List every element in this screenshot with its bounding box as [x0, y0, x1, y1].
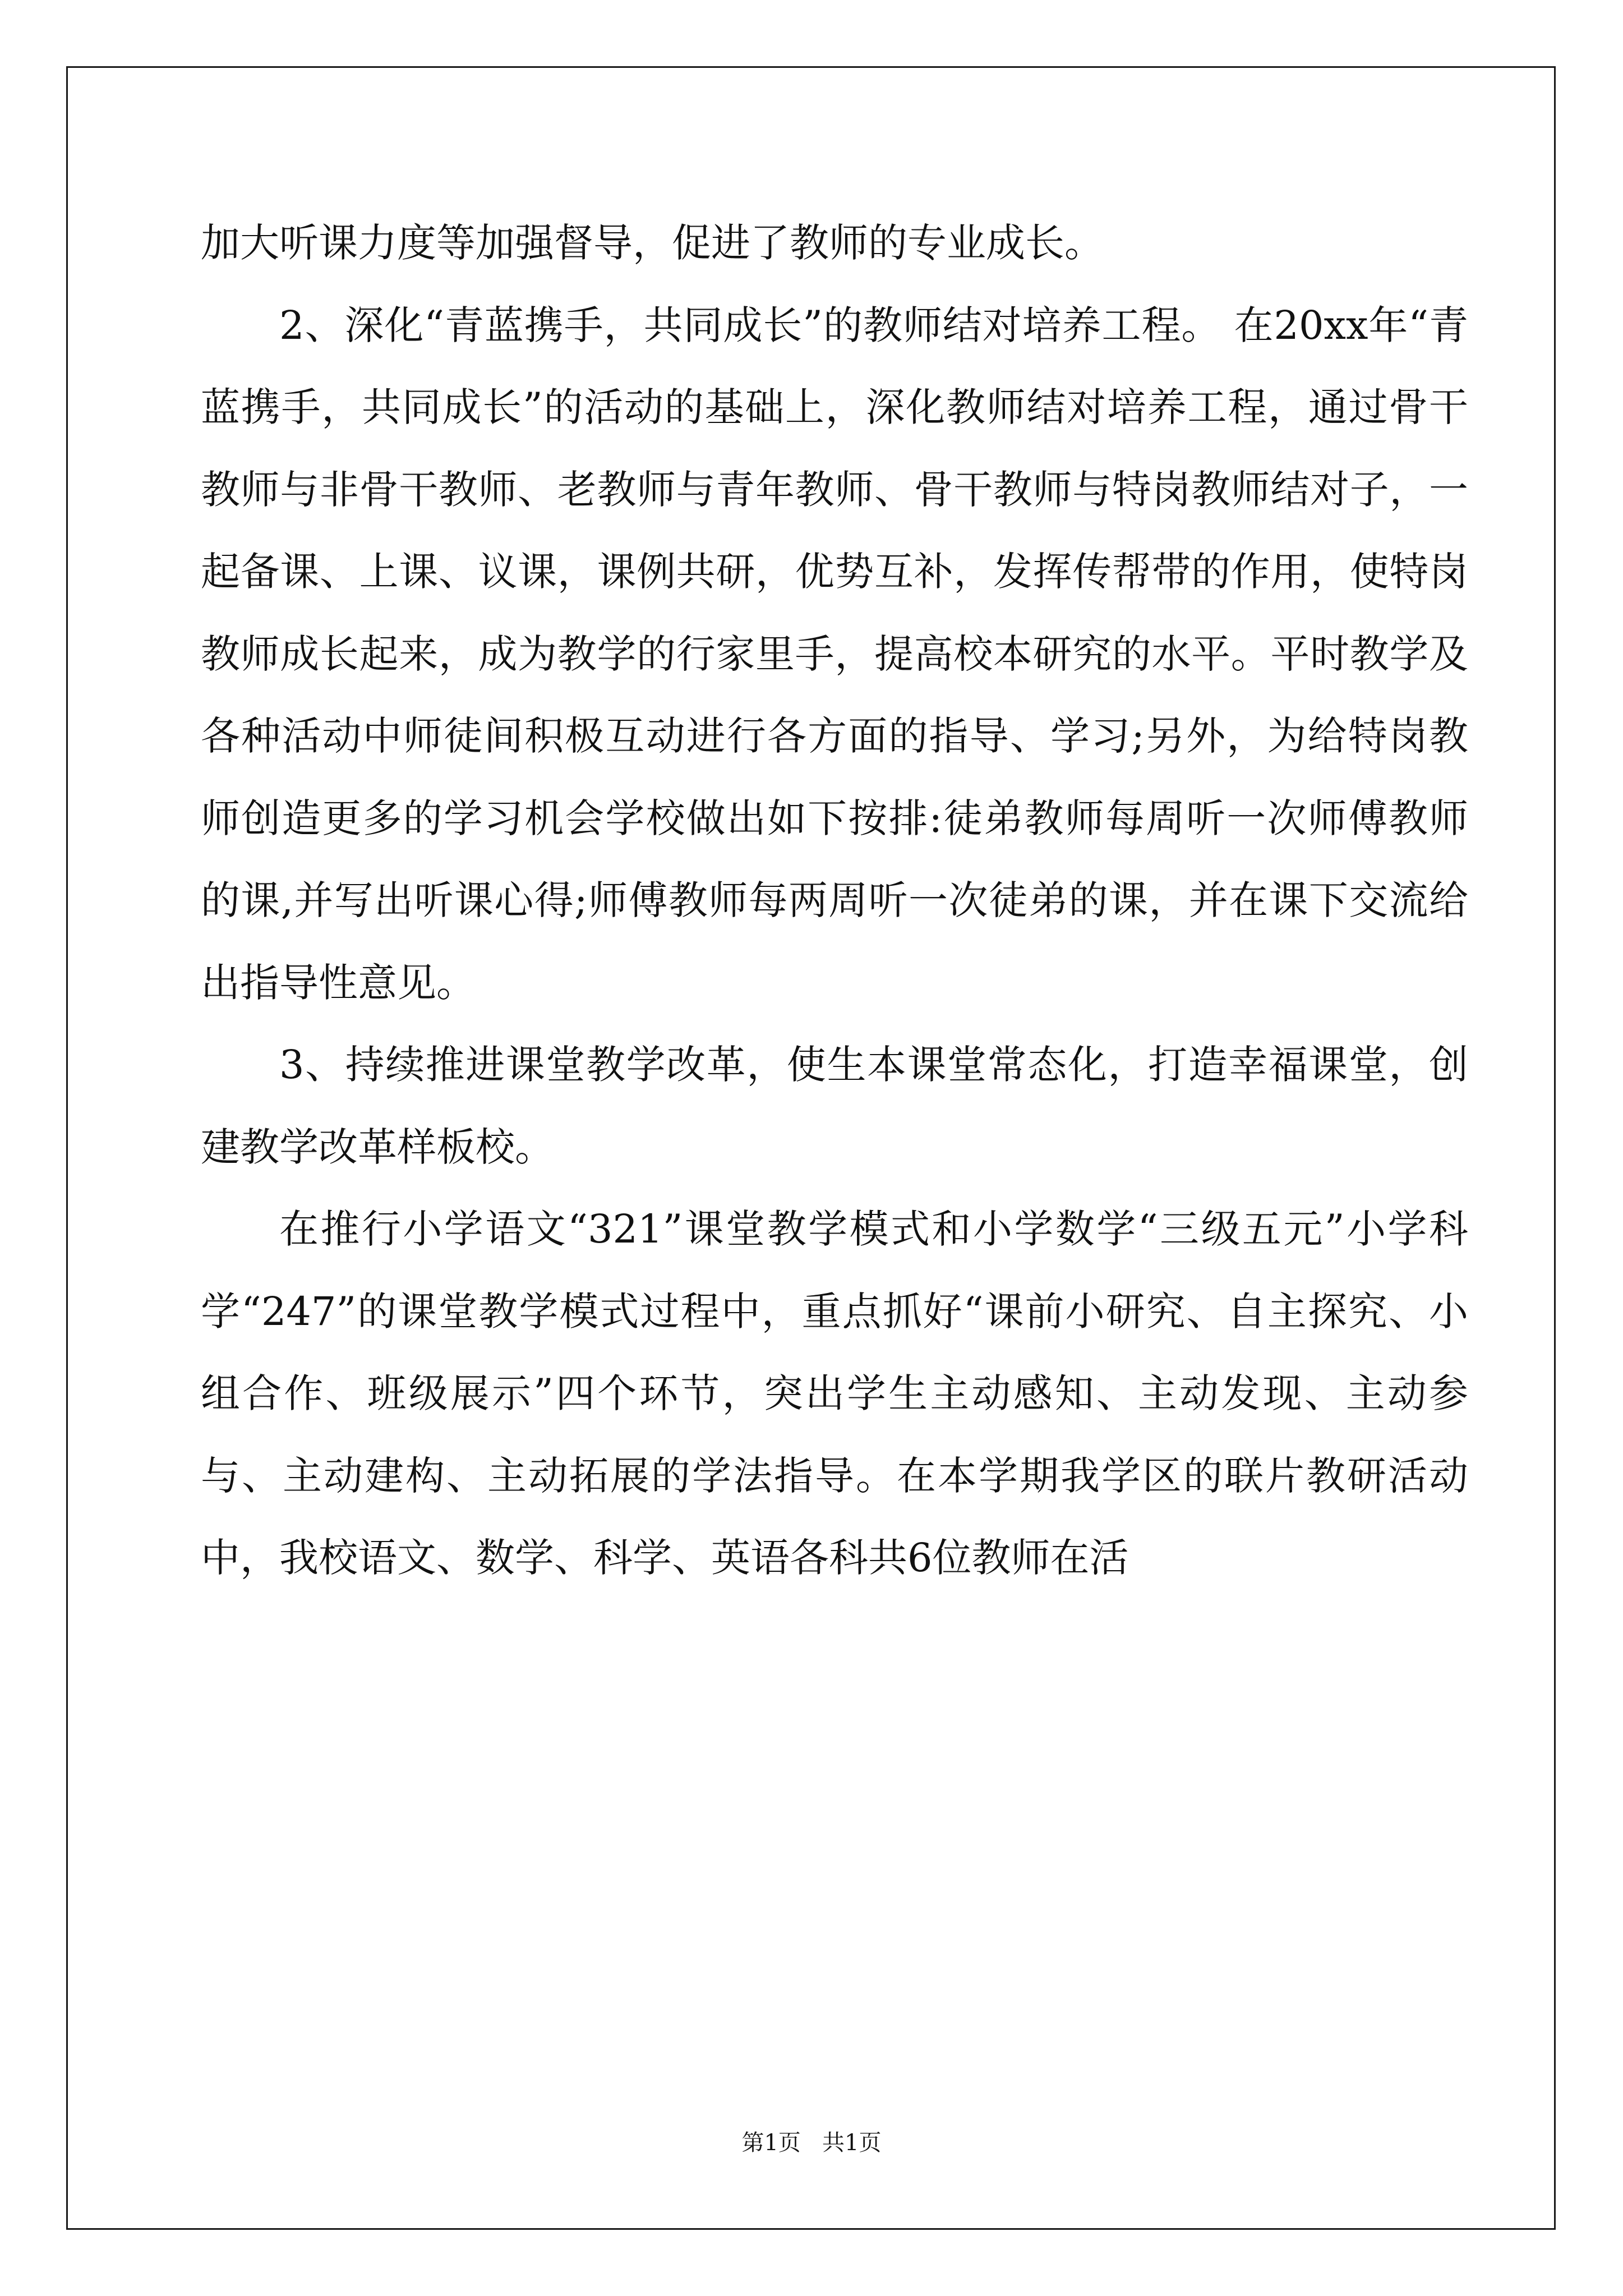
paragraph: 3、持续推进课堂教学改革，使生本课堂常态化，打造幸福课堂，创建教学改革样板校。	[201, 1042, 1468, 1170]
page-number-footer: 第1页 共1页	[741, 2130, 882, 2156]
paragraph: 2、深化“青蓝携手，共同成长”的教师结对培养工程。 在20xx年“青蓝携手，共同成长”的活动的基础上，深化教师结对培养工程，通过骨干教师与非骨干教师、老教师与青年教师、骨干教师与特岗教师结对子，一起备课、上课、议课，课例共研，优势互补，发挥传帮带的作用，使特岗教师成长起来，成为教学的行家里手，提高校本研究的水平。平时教学及各种活动中师徒间积极互动进行各方面的指导、学习;另外，为给特岗教师创造更多的学习机会学校做出如下按排:徒弟教师每周听一次师傅教师的课,并写出听课心得;师傅教师每两周听一次徒弟的课，并在课下交流给出指导性意见。	[201, 302, 1468, 1006]
paragraph: 加大听课力度等加强督导，促进了教师的专业成长。	[201, 220, 1104, 266]
paragraph: 在推行小学语文“321”课堂教学模式和小学数学“三级五元”小学科学“247”的课堂教学模式过程中，重点抓好“课前小研究、自主探究、小组合作、班级展示”四个环节，突出学生主动感知、主动发现、主动参与、主动建构、主动拓展的学法指导。在本学期我学区的联片教研活动中，我校语文、数学、科学、英语各科共6位教师在活	[201, 1206, 1468, 1581]
document-body	[201, 202, 1468, 1599]
